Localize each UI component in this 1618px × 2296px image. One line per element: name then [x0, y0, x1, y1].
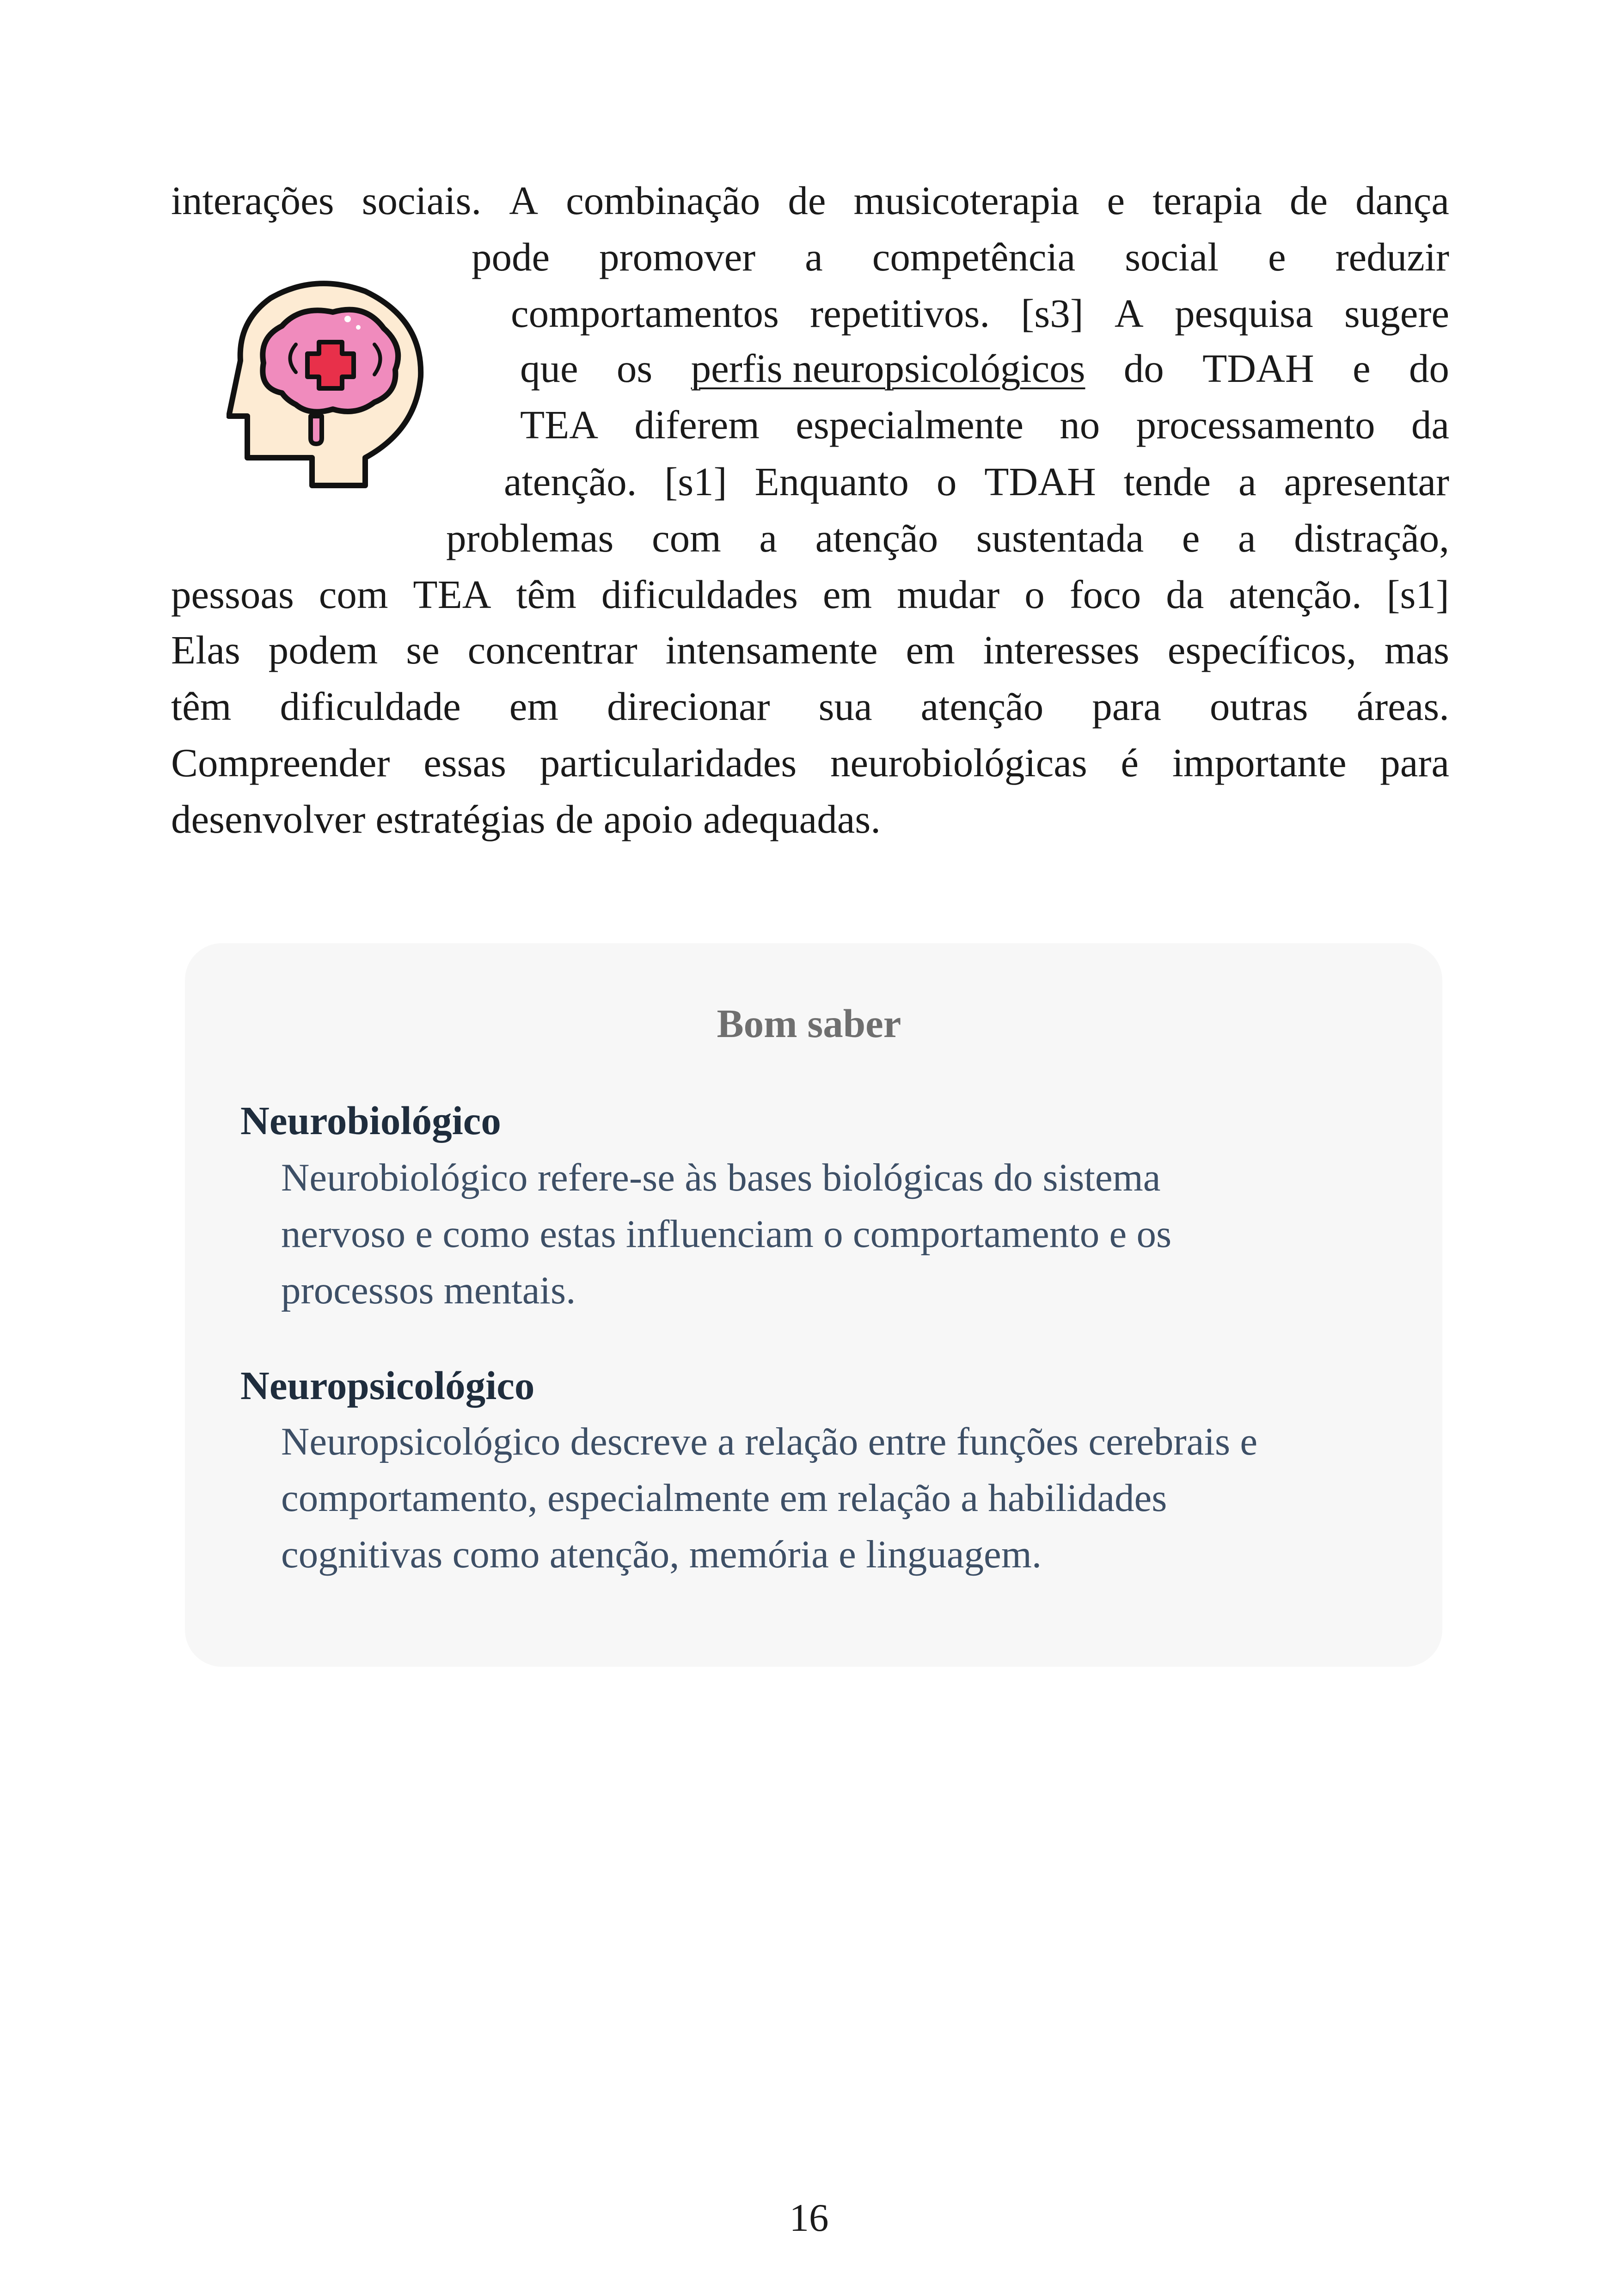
definition-neurobiologico-line-2: nervoso e como estas influenciam o comportamento e os — [281, 1212, 1172, 1256]
body-word: Compreender — [171, 740, 390, 785]
body-word: especialmente — [796, 402, 1024, 447]
body-word: mas — [1384, 627, 1449, 672]
body-word: distração, — [1294, 516, 1449, 560]
definition-neuropsicologico-line-1: Neuropsicológico descreve a relação entre funções cerebrais e — [281, 1420, 1258, 1463]
body-word: pesquisa — [1175, 291, 1313, 336]
body-word: problemas — [446, 516, 614, 560]
term-neuropsicologico: Neuropsicológico — [240, 1363, 535, 1408]
body-word: no — [1060, 402, 1100, 447]
body-word: processamento — [1136, 402, 1375, 447]
body-word: TDAH — [1202, 346, 1314, 391]
body-word: TEA — [413, 572, 491, 617]
body-word: diferem — [634, 402, 760, 447]
body-word: estratégias — [375, 797, 545, 841]
body-word: A — [1114, 291, 1144, 336]
body-word: dificuldade — [280, 684, 461, 729]
body-word: para — [1380, 740, 1449, 785]
body-line-9 — [171, 627, 1449, 672]
body-word: da — [1411, 402, 1449, 447]
body-word: concentrar — [467, 627, 637, 672]
body-word: sociais. — [362, 178, 482, 223]
body-word: se — [406, 627, 440, 672]
body-word: TDAH — [984, 459, 1096, 504]
body-word: em — [822, 572, 872, 617]
body-line-3 — [511, 291, 1449, 336]
body-line-2 — [472, 234, 1449, 279]
body-word: que — [520, 346, 578, 391]
body-word: com — [651, 516, 721, 560]
body-word: dança — [1355, 178, 1449, 223]
underlined-term: perfis neuropsicológicos — [691, 346, 1085, 391]
body-word: combinação — [566, 178, 760, 223]
body-word: atenção — [815, 516, 938, 560]
body-word: podem — [268, 627, 378, 672]
body-word: direcionar — [607, 684, 770, 729]
body-word: com — [319, 572, 388, 617]
body-word: [s1] — [664, 459, 727, 504]
body-line-6 — [504, 461, 1449, 502]
body-word: A — [509, 178, 539, 223]
body-word: social — [1125, 234, 1219, 279]
body-word: a — [805, 234, 823, 279]
body-line-12 — [171, 799, 1449, 839]
body-line-11 — [171, 740, 1449, 785]
body-word: para — [1092, 684, 1161, 729]
body-word: desenvolver — [171, 797, 366, 841]
body-word: competência — [872, 234, 1076, 279]
definition-neurobiologico-line-3: processos mentais. — [281, 1269, 576, 1312]
body-word: apoio — [603, 797, 693, 841]
body-word: áreas. — [1356, 684, 1449, 729]
body-word: reduzir — [1335, 234, 1449, 279]
body-word: os — [616, 346, 653, 391]
body-word: dificuldades — [601, 572, 798, 617]
body-word: têm — [171, 684, 232, 729]
body-word: Enquanto — [754, 459, 909, 504]
body-word: terapia — [1152, 178, 1262, 223]
info-box-title: Bom saber — [717, 1001, 901, 1046]
body-word: o — [936, 459, 957, 504]
body-word: de — [555, 797, 594, 841]
body-word: a — [1238, 459, 1256, 504]
body-word: têm — [516, 572, 576, 617]
body-word: intensamente — [665, 627, 878, 672]
body-word: adequadas. — [703, 797, 881, 841]
head-brain-medical-icon — [227, 277, 435, 499]
body-word: apresentar — [1284, 459, 1449, 504]
body-word: essas — [423, 740, 507, 785]
body-line-4 — [520, 346, 1449, 391]
body-word: em — [509, 684, 559, 729]
body-word: e — [1268, 234, 1286, 279]
body-word: foco — [1069, 572, 1141, 617]
body-word: sugere — [1344, 291, 1449, 336]
body-word: pode — [472, 234, 550, 279]
body-word: da — [1166, 572, 1204, 617]
body-word: do — [1123, 346, 1164, 391]
body-word: e — [1182, 516, 1200, 560]
body-word: sustentada — [976, 516, 1144, 560]
body-word: neurobiológicas — [830, 740, 1087, 785]
body-word: e — [1107, 178, 1125, 223]
body-word: tende — [1123, 459, 1211, 504]
body-word: pessoas — [171, 572, 294, 617]
body-word: atenção — [920, 684, 1044, 729]
body-line-8 — [171, 572, 1449, 617]
body-word: outras — [1209, 684, 1308, 729]
body-word: de — [788, 178, 826, 223]
body-word: interações — [171, 178, 334, 223]
body-word: a — [759, 516, 777, 560]
body-word: interesses — [983, 627, 1140, 672]
term-neurobiologico: Neurobiológico — [240, 1098, 501, 1143]
body-word: musicoterapia — [853, 178, 1079, 223]
body-word: mudar — [897, 572, 1000, 617]
body-word: atenção. — [504, 459, 637, 504]
body-line-1 — [171, 180, 1449, 221]
body-word: repetitivos. — [810, 291, 990, 336]
body-word: em — [906, 627, 955, 672]
body-word: a — [1238, 516, 1256, 560]
definition-neuropsicologico-line-2: comportamento, especialmente em relação a habilidades — [281, 1476, 1167, 1520]
body-word: é — [1121, 740, 1139, 785]
definition-neurobiologico-line-1: Neurobiológico refere-se às bases biológicas do sistema — [281, 1156, 1161, 1199]
page-number: 16 — [789, 2196, 829, 2240]
body-word: atenção. — [1229, 572, 1362, 617]
body-word: Elas — [171, 627, 240, 672]
body-word: importante — [1172, 740, 1347, 785]
body-line-10 — [171, 684, 1449, 729]
body-word: comportamentos — [511, 291, 779, 336]
body-word: [s1] — [1386, 572, 1449, 617]
definition-neuropsicologico-line-3: cognitivas como atenção, memória e linguagem. — [281, 1533, 1042, 1576]
body-word: de — [1289, 178, 1328, 223]
body-word: específicos, — [1167, 627, 1356, 672]
body-line-5 — [520, 402, 1449, 447]
body-word: sua — [818, 684, 872, 729]
body-word: o — [1024, 572, 1045, 617]
body-word: TEA — [520, 402, 599, 447]
body-word: do — [1409, 346, 1449, 391]
body-word: particularidades — [539, 740, 797, 785]
body-word: [s3] — [1021, 291, 1084, 336]
body-line-7 — [446, 518, 1449, 558]
body-word: e — [1353, 346, 1371, 391]
body-word: promover — [599, 234, 756, 279]
